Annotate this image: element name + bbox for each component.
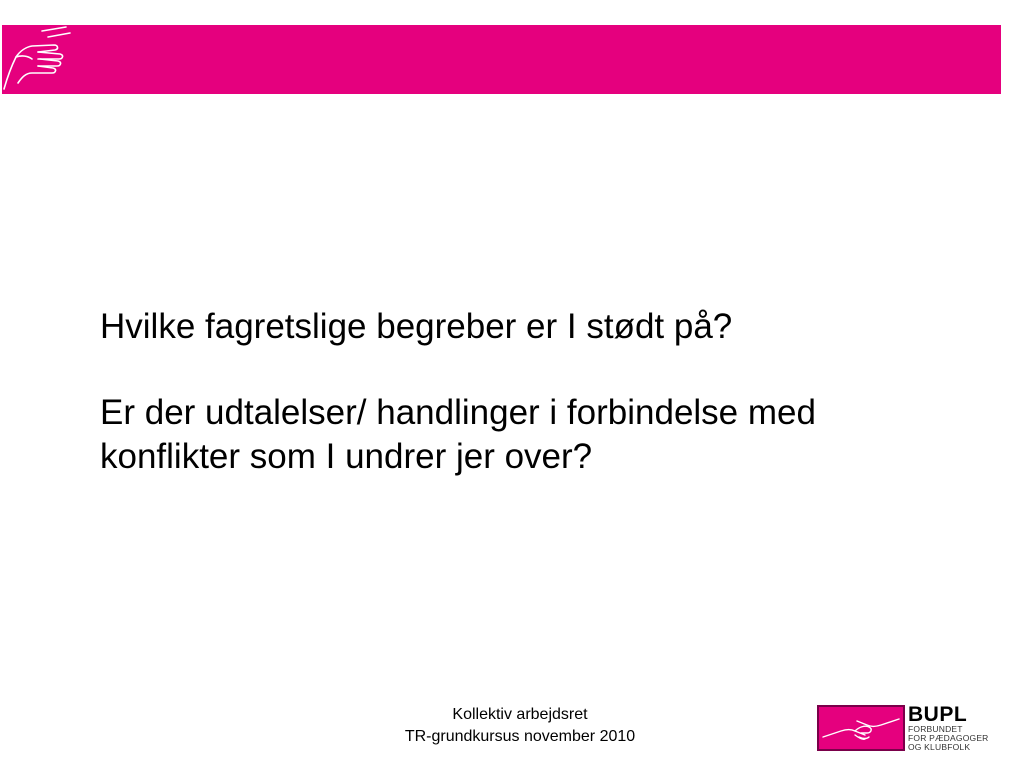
question-text: Er der udtalelser/ handlinger i forbindelse med konflikter som I undrer jer over? <box>100 393 816 476</box>
bupl-logo <box>817 705 997 753</box>
slide-body <box>100 305 930 521</box>
hand-icon <box>2 25 72 94</box>
header-band <box>2 25 1001 94</box>
footer <box>330 704 710 748</box>
brand-tagline: OG KLUBFOLK <box>908 742 971 752</box>
footer-subtitle: TR-grundkursus november 2010 <box>404 728 636 745</box>
brand-name: BUPL <box>908 703 968 726</box>
question-text: Hvilke fagretslige begreber er I stødt på? <box>100 307 733 346</box>
handshake-icon <box>817 705 905 751</box>
brand-tagline: FOR PÆDAGOGER <box>908 733 989 743</box>
brand-tagline: FORBUNDET <box>908 724 963 734</box>
footer-title: Kollektiv arbejdsret <box>452 706 588 723</box>
